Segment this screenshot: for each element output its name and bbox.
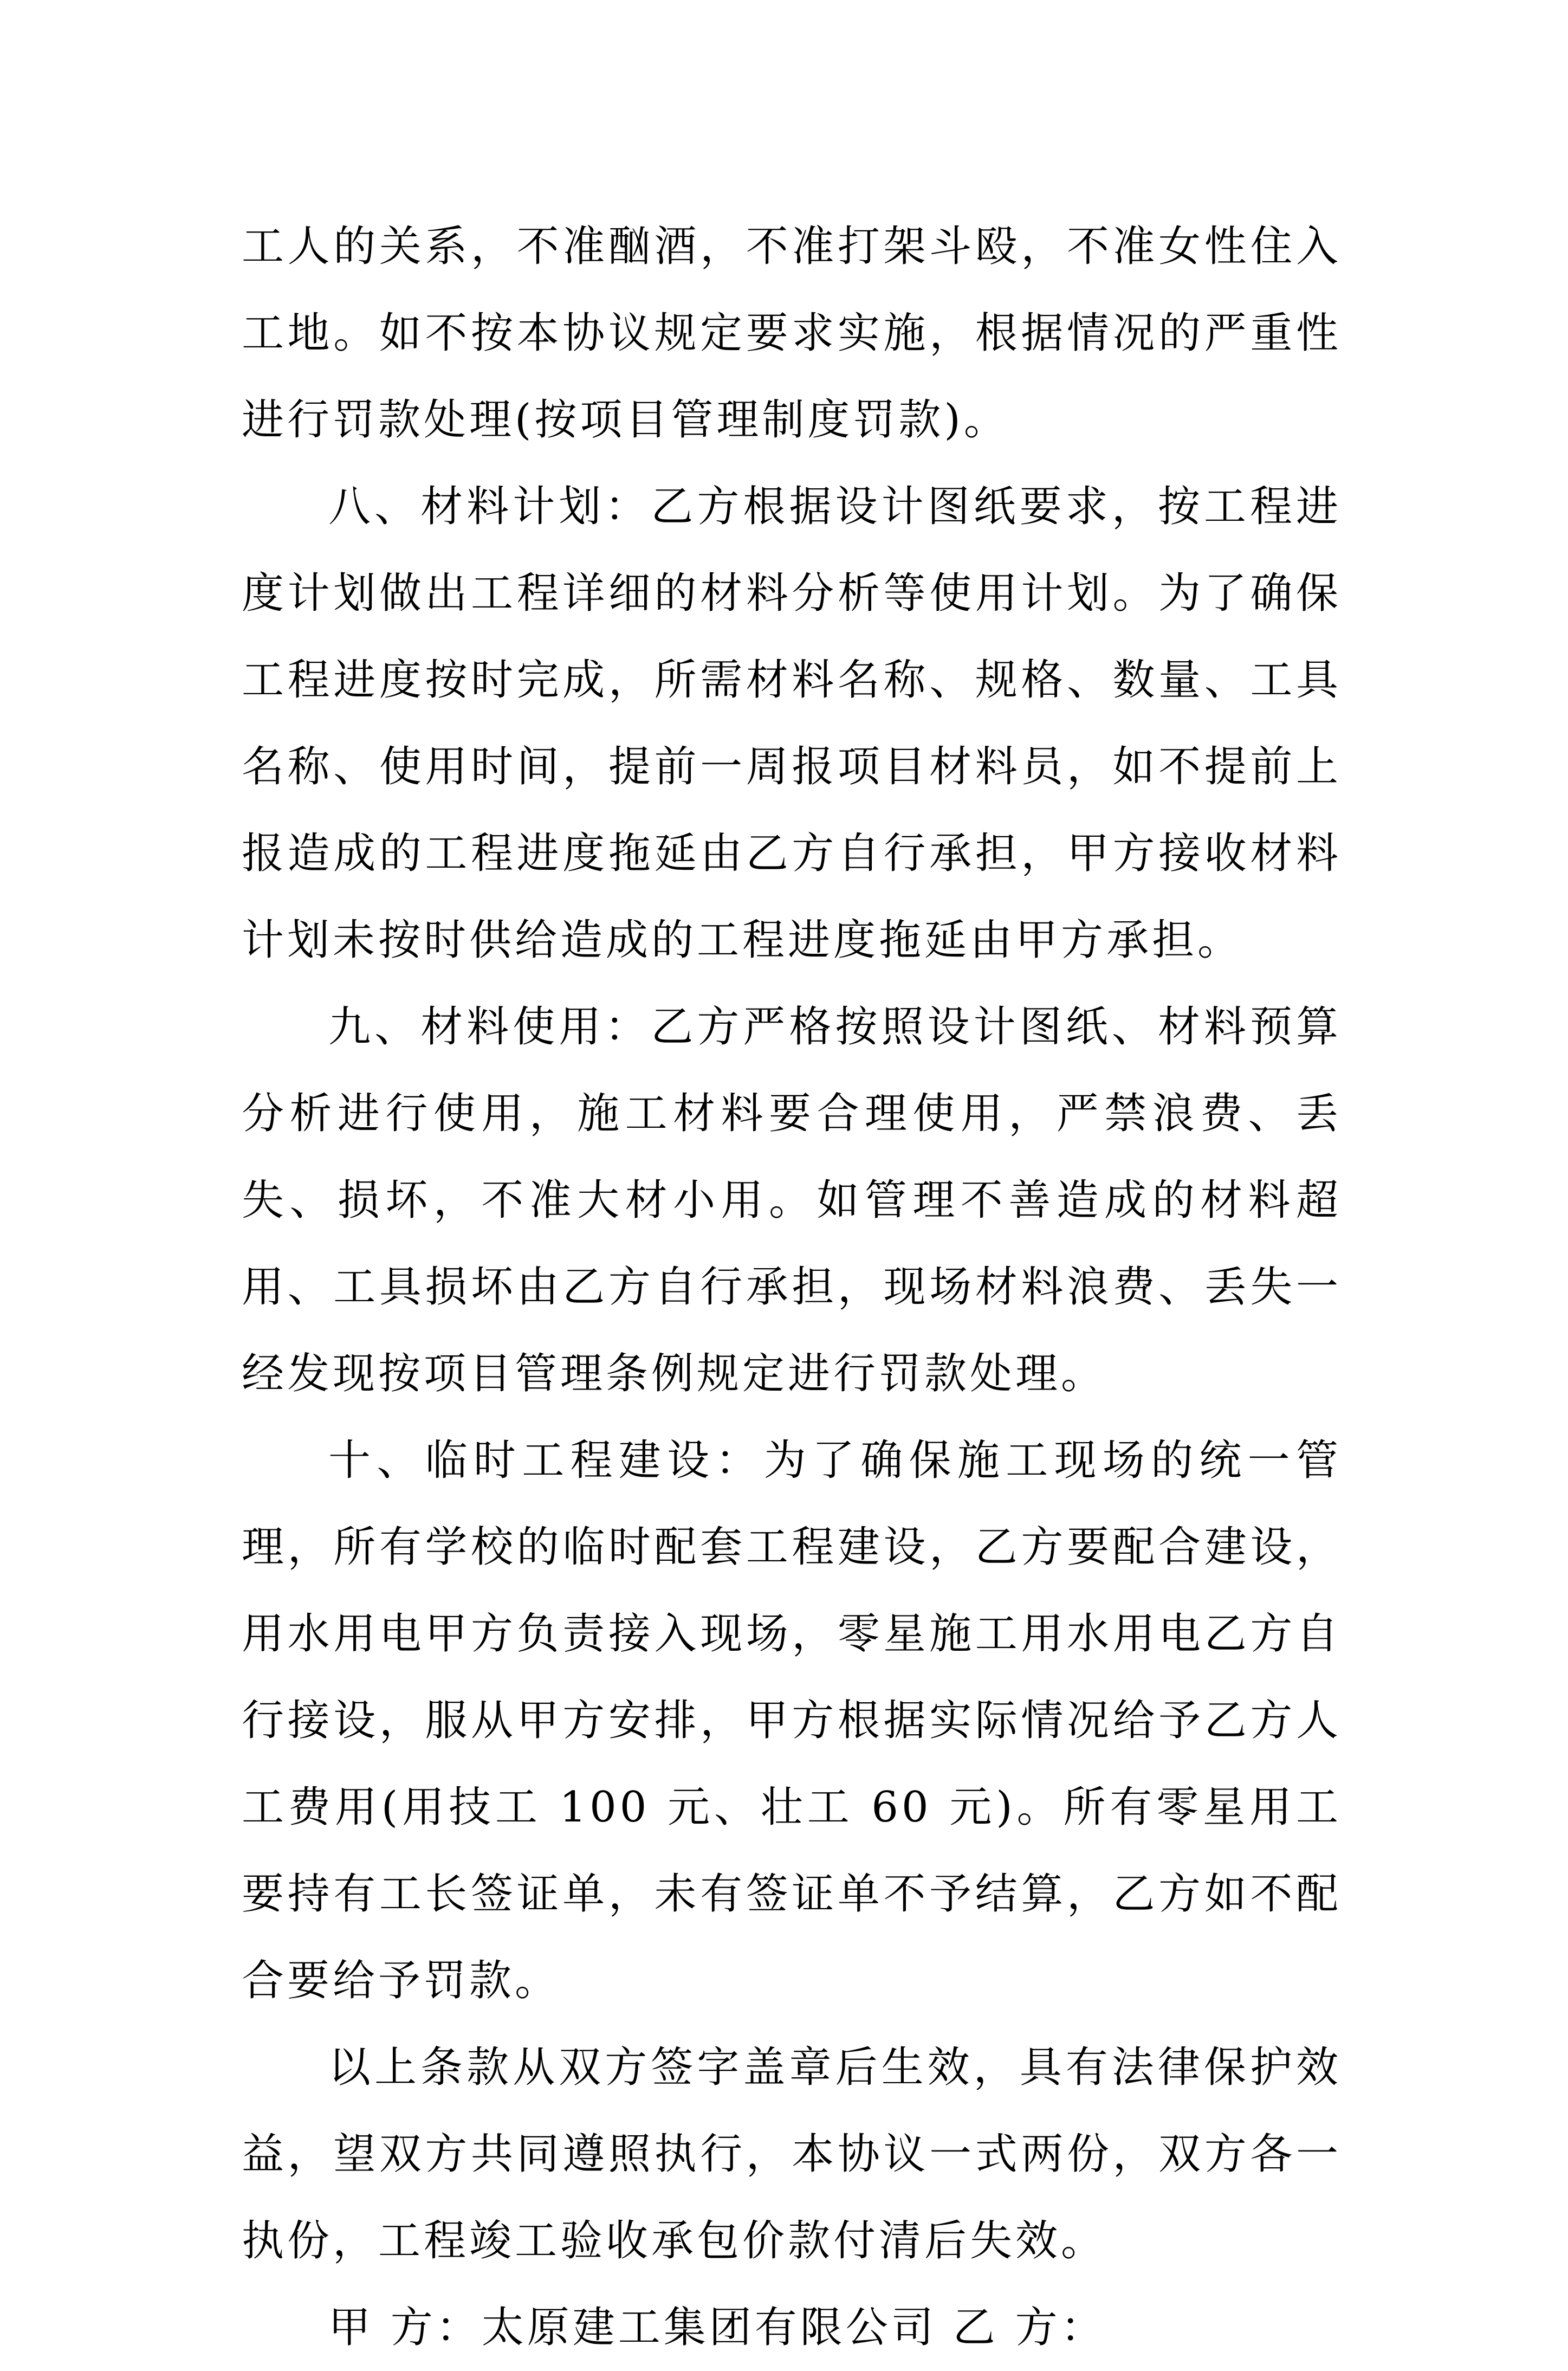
paragraph-continuation: 工人的关系，不准酗酒，不准打架斗殴，不准女性住入工地。如不按本协议规定要求实施，根据情况的严重性进行罚款处理(按项目管理制度罚款)。 xyxy=(242,222,1342,444)
paragraph-clause-8: 八、材料计划：乙方根据设计图纸要求，按工程进度计划做出工程详细的材料分析等使用计划。为了确保工程进度按时完成，所需材料名称、规格、数量、工具名称、使用时间，提前一周报项目材料员，如不提前上报造成的工程进度拖延由乙方自行承担，甲方接收材料计划未按时供给造成的工程进度拖延由甲方承担。 xyxy=(242,482,1342,965)
party-a-signature: 甲 方：太原建工集团有限公司 xyxy=(328,2303,937,2352)
paragraph-closing: 以上条款从双方签字盖章后生效，具有法律保护效益，望双方共同遵照执行，本协议一式两份，双方各一执份，工程竣工验收承包价款付清后失效。 xyxy=(242,2043,1342,2265)
paragraph-clause-9: 九、材料使用：乙方严格按照设计图纸、材料预算分析进行使用，施工材料要合理使用，严禁浪费、丢失、损坏，不准大材小用。如管理不善造成的材料超用、工具损坏由乙方自行承担，现场材料浪费、丢失一经发现按项目管理条例规定进行罚款处理。 xyxy=(242,1003,1342,1398)
party-b-signature: 乙 方： xyxy=(953,2303,1106,2352)
document-body xyxy=(242,203,1342,2371)
paragraph-clause-10: 十、临时工程建设：为了确保施工现场的统一管理，所有学校的临时配套工程建设，乙方要配合建设，用水用电甲方负责接入现场，零星施工用水用电乙方自行接设，服从甲方安排，甲方根据实际情况给予乙方人工费用(用技工 100 元、壮工 60 元)。所有零星用工要持有工长签证单，未有签证单不予结算，乙方如不配合要给予罚款。 xyxy=(242,1436,1342,2005)
signature-line xyxy=(242,2284,1342,2371)
